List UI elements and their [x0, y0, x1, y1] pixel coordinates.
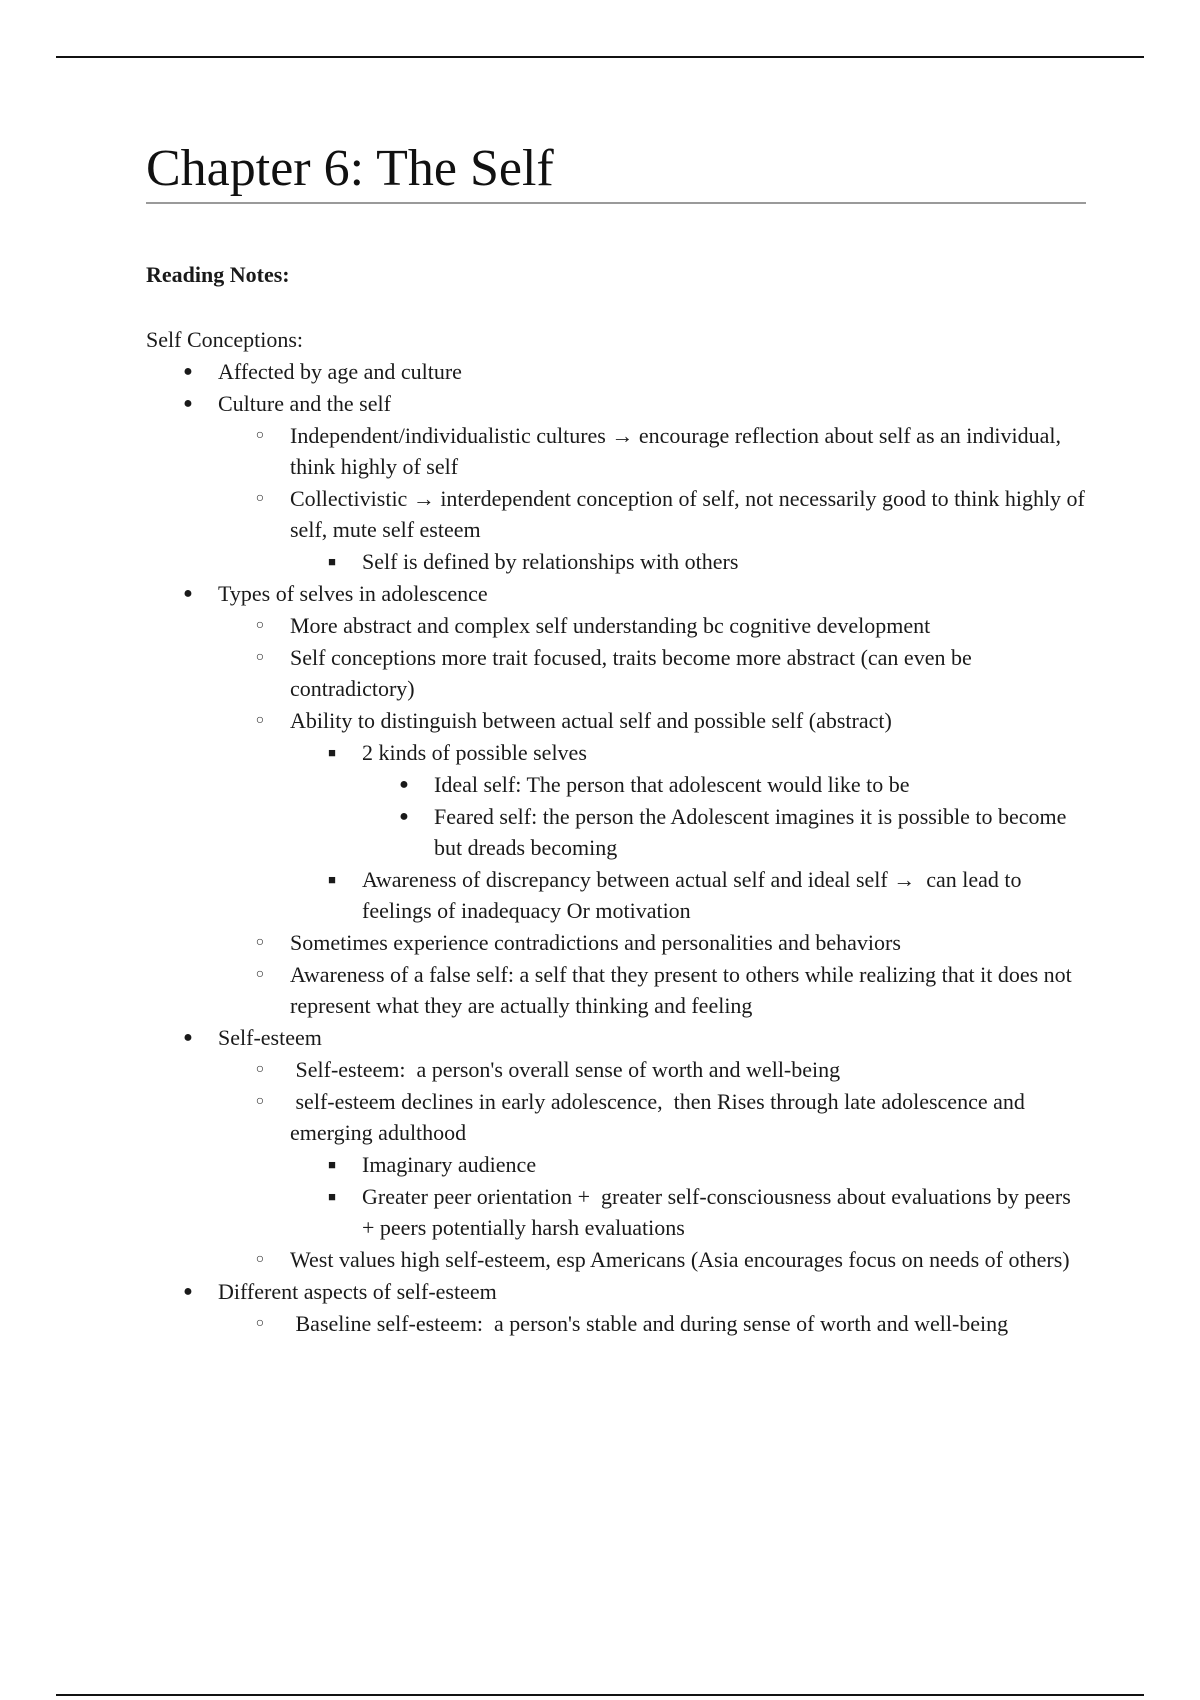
outline-item-level-2	[146, 420, 1086, 482]
outline-list	[146, 356, 1091, 1339]
outline-item-text: Self-esteem	[218, 1025, 322, 1051]
bullet-icon: ○	[255, 713, 265, 729]
bullet-icon: ○	[255, 967, 265, 983]
outline-item-text: Affected by age and culture	[218, 359, 462, 385]
section-heading: Reading Notes:	[146, 262, 290, 288]
outline-item-level-2	[146, 927, 1086, 958]
outline-item-level-4	[146, 801, 1086, 863]
bullet-icon: ○	[255, 1094, 265, 1110]
outline-item-text: West values high self-esteem, esp Americans (Asia encourages focus on needs of others)	[290, 1247, 1070, 1273]
outline-item-text: More abstract and complex self understanding bc cognitive development	[290, 613, 931, 639]
outline-item-text: 2 kinds of possible selves	[362, 740, 587, 766]
outline-item-text: self-esteem declines in early adolescence, then Rises through late adolescence and emerging adulthood	[290, 1089, 1031, 1146]
outline-item-level-1	[146, 1022, 1086, 1053]
outline-item-level-3	[146, 737, 1086, 768]
outline-item-text: Independent/individualistic cultures → encourage reflection about self as an individual, think highly of self	[290, 423, 1067, 480]
bullet-icon: ●	[399, 808, 409, 826]
outline-item-text: Ideal self: The person that adolescent would like to be	[434, 772, 910, 798]
outline-item-text: Sometimes experience contradictions and personalities and behaviors	[290, 930, 901, 956]
outline-item-text: Different aspects of self-esteem	[218, 1279, 497, 1305]
bullet-icon: ●	[183, 1283, 193, 1301]
outline-item-level-2	[146, 1244, 1086, 1275]
bullet-icon: ■	[328, 554, 336, 570]
outline-item-text: Collectivistic → interdependent conception of self, not necessarily good to think highly of self, mute self esteem	[290, 486, 1091, 543]
outline-item-level-2	[146, 1054, 1086, 1085]
bullet-icon: ■	[328, 1157, 336, 1173]
outline-item-level-2	[146, 642, 1086, 704]
outline-item-text: Ability to distinguish between actual self and possible self (abstract)	[290, 708, 892, 734]
bullet-icon: ■	[328, 1189, 336, 1205]
bullet-icon: ●	[183, 363, 193, 381]
outline-item-text: Self conceptions more trait focused, traits become more abstract (can even be contradictory)	[290, 645, 978, 702]
outline-item-level-3	[146, 1149, 1086, 1180]
bullet-icon: ○	[255, 428, 265, 444]
outline-item-level-2	[146, 610, 1086, 641]
bullet-icon: ○	[255, 935, 265, 951]
bullet-icon: ○	[255, 1252, 265, 1268]
outline-item-level-3	[146, 864, 1086, 926]
outline-item-text: Awareness of a false self: a self that they present to others while realizing that it does not represent what they are actually thinking and feeling	[290, 962, 1078, 1019]
bullet-icon: ○	[255, 1062, 265, 1078]
outline-item-level-2	[146, 1086, 1086, 1148]
bullet-icon: ●	[399, 776, 409, 794]
outline-item-text: Self-esteem: a person's overall sense of worth and well-being	[290, 1057, 841, 1083]
outline-item-level-1	[146, 1276, 1086, 1307]
bottom-rule	[56, 1694, 1144, 1696]
outline-item-text: Awareness of discrepancy between actual self and ideal self → can lead to feelings of inadequacy Or motivation	[362, 867, 1028, 924]
outline-item-level-2	[146, 705, 1086, 736]
outline-item-text: Feared self: the person the Adolescent imagines it is possible to become but dreads becoming	[434, 804, 1072, 861]
bullet-icon: ●	[183, 585, 193, 603]
bullet-icon: ○	[255, 1316, 265, 1332]
intro-text: Self Conceptions:	[146, 326, 304, 352]
bullet-icon: ○	[255, 618, 265, 634]
outline-item-level-3	[146, 1181, 1086, 1243]
bullet-icon: ●	[183, 395, 193, 413]
outline-item-text: Culture and the self	[218, 391, 391, 417]
outline-item-text: Baseline self-esteem: a person's stable and during sense of worth and well-being	[290, 1311, 1009, 1337]
outline-item-text: Greater peer orientation + greater self-consciousness about evaluations by peers + peers potentially harsh evaluations	[362, 1184, 1077, 1241]
outline-item-text: Imaginary audience	[362, 1152, 537, 1178]
bullet-icon: ●	[183, 1029, 193, 1047]
bullet-icon: ■	[328, 872, 336, 888]
outline-item-level-4	[146, 769, 1086, 800]
page-title: Chapter 6: The Self	[146, 140, 1086, 204]
outline-item-level-2	[146, 1308, 1086, 1339]
document-page	[146, 140, 1091, 1339]
outline-item-level-1	[146, 578, 1086, 609]
bullet-icon: ■	[328, 745, 336, 761]
outline-item-level-1	[146, 356, 1086, 387]
outline-item-level-3	[146, 546, 1086, 577]
top-rule	[56, 56, 1144, 58]
outline-item-text: Self is defined by relationships with others	[362, 549, 739, 575]
outline-item-level-2	[146, 959, 1086, 1021]
outline-item-level-2	[146, 483, 1091, 545]
outline-item-text: Types of selves in adolescence	[218, 581, 488, 607]
outline-item-level-1	[146, 388, 1086, 419]
bullet-icon: ○	[255, 491, 265, 507]
bullet-icon: ○	[255, 650, 265, 666]
